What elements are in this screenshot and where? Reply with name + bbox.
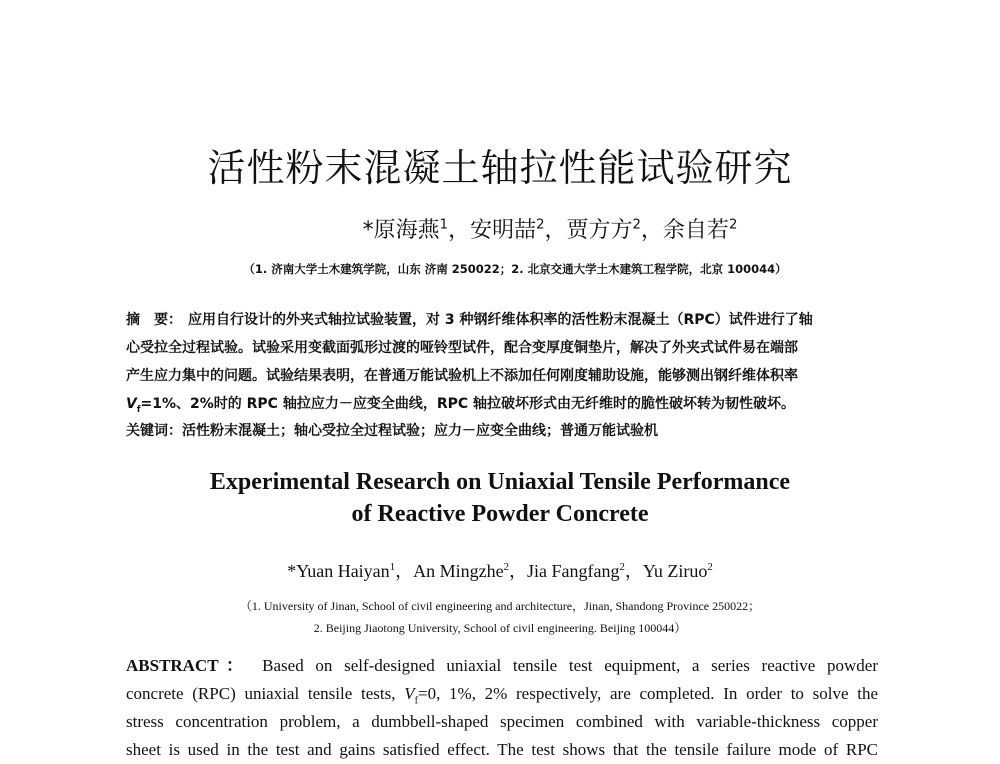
variable-v: V xyxy=(126,396,137,412)
chinese-affiliation: （1. 济南大学土木建筑学院，山东 济南 250022；2. 北京交通大学土木建筑工程学院，北京 100044） xyxy=(243,262,787,276)
author-separator: ， xyxy=(508,561,527,581)
english-affiliation-line: （1. University of Jinan, School of civil engineering and architecture，Jinan, Shandong Province 250022； xyxy=(239,599,761,613)
author-separator: ， xyxy=(624,561,643,581)
abstract-text: concrete (RPC) uniaxial tensile tests, xyxy=(126,684,405,703)
variable-subscript: f xyxy=(136,403,141,414)
author-name: Jia Fangfang xyxy=(526,561,620,581)
author-affil-index: 2 xyxy=(619,561,625,573)
abstract-line: sheet is used in the test and gains satisfied effect. The test shows that the tensile failure mode of RPC xyxy=(126,740,878,759)
chinese-keywords xyxy=(126,420,878,440)
author-name: 贾方方 xyxy=(566,218,633,243)
abstract-label: ABSTRACT： xyxy=(126,656,251,675)
author-name: An Mingzhe xyxy=(413,561,504,581)
keywords-label: 关键词： xyxy=(126,423,182,439)
keywords-text: 活性粉末混凝土；轴心受拉全过程试验；应力－应变全曲线；普通万能试验机 xyxy=(182,423,658,439)
english-affiliation xyxy=(0,595,1000,639)
abstract-text: =1%、2%时的 RPC 轴拉应力－应变全曲线，RPC 轴拉破坏形式由无纤维时的脆性破坏转为韧性破坏。 xyxy=(140,396,796,412)
author-name: 原海燕 xyxy=(373,218,440,243)
english-title-line: Experimental Research on Uniaxial Tensile Performance xyxy=(209,469,791,495)
author-affil-index: 1 xyxy=(389,561,396,573)
author-mark: * xyxy=(362,218,374,243)
author-affil-index: 2 xyxy=(632,217,641,233)
english-title-line: of Reactive Powder Concrete xyxy=(351,501,649,527)
english-authors xyxy=(0,557,1000,583)
english-abstract xyxy=(126,652,878,764)
abstract-line xyxy=(126,390,878,418)
abstract-line xyxy=(126,652,878,680)
author-name: 安明喆 xyxy=(470,218,537,243)
author-name: Yuan Haiyan xyxy=(296,561,390,581)
abstract-line: 产生应力集中的问题。试验结果表明，在普通万能试验机上不添加任何刚度辅助设施，能够测出钢纤维体积率 xyxy=(126,368,798,384)
author-name: Yu Ziruo xyxy=(642,561,708,581)
author-affil-index: 2 xyxy=(503,561,509,573)
chinese-abstract xyxy=(126,306,878,418)
author-affil-index: 2 xyxy=(707,561,713,573)
english-title xyxy=(0,466,1000,530)
author-name: 余自若 xyxy=(662,218,729,243)
author-separator: ， xyxy=(544,218,567,243)
author-affil-index: 1 xyxy=(439,217,449,233)
abstract-line xyxy=(126,680,878,708)
author-separator: ， xyxy=(448,218,471,243)
author-affil-index: 2 xyxy=(536,217,545,233)
abstract-line: 心受拉全过程试验。试验采用变截面弧形过渡的哑铃型试件，配合变厚度铜垫片，解决了外夹式试件易在端部 xyxy=(126,340,798,356)
author-separator: ， xyxy=(395,561,414,581)
variable-subscript: f xyxy=(414,695,418,707)
abstract-text: Based on self-designed uniaxial tensile test equipment, a series reactive powder xyxy=(262,656,878,675)
author-mark: * xyxy=(287,561,297,581)
chinese-authors xyxy=(0,213,1000,244)
abstract-line: stress concentration problem, a dumbbell-shaped specimen combined with variable-thickness copper xyxy=(126,712,878,731)
abstract-label: 摘 要： xyxy=(126,312,182,328)
abstract-line xyxy=(126,306,878,334)
abstract-text: =0, 1%, 2% respectively, are completed. In order to solve the xyxy=(417,684,878,703)
author-affil-index: 2 xyxy=(728,217,738,233)
english-affiliation-line: 2. Beijing Jiaotong University, School of civil engineering. Beijing 100044） xyxy=(313,621,687,635)
author-separator: ， xyxy=(640,218,663,243)
chinese-title: 活性粉末混凝土轴拉性能试验研究 xyxy=(207,146,793,190)
abstract-text: 应用自行设计的外夹式轴拉试验装置，对 3 种钢纤维体积率的活性粉末混凝土（RPC）试件进行了轴 xyxy=(188,312,813,328)
variable-v: V xyxy=(404,684,415,703)
